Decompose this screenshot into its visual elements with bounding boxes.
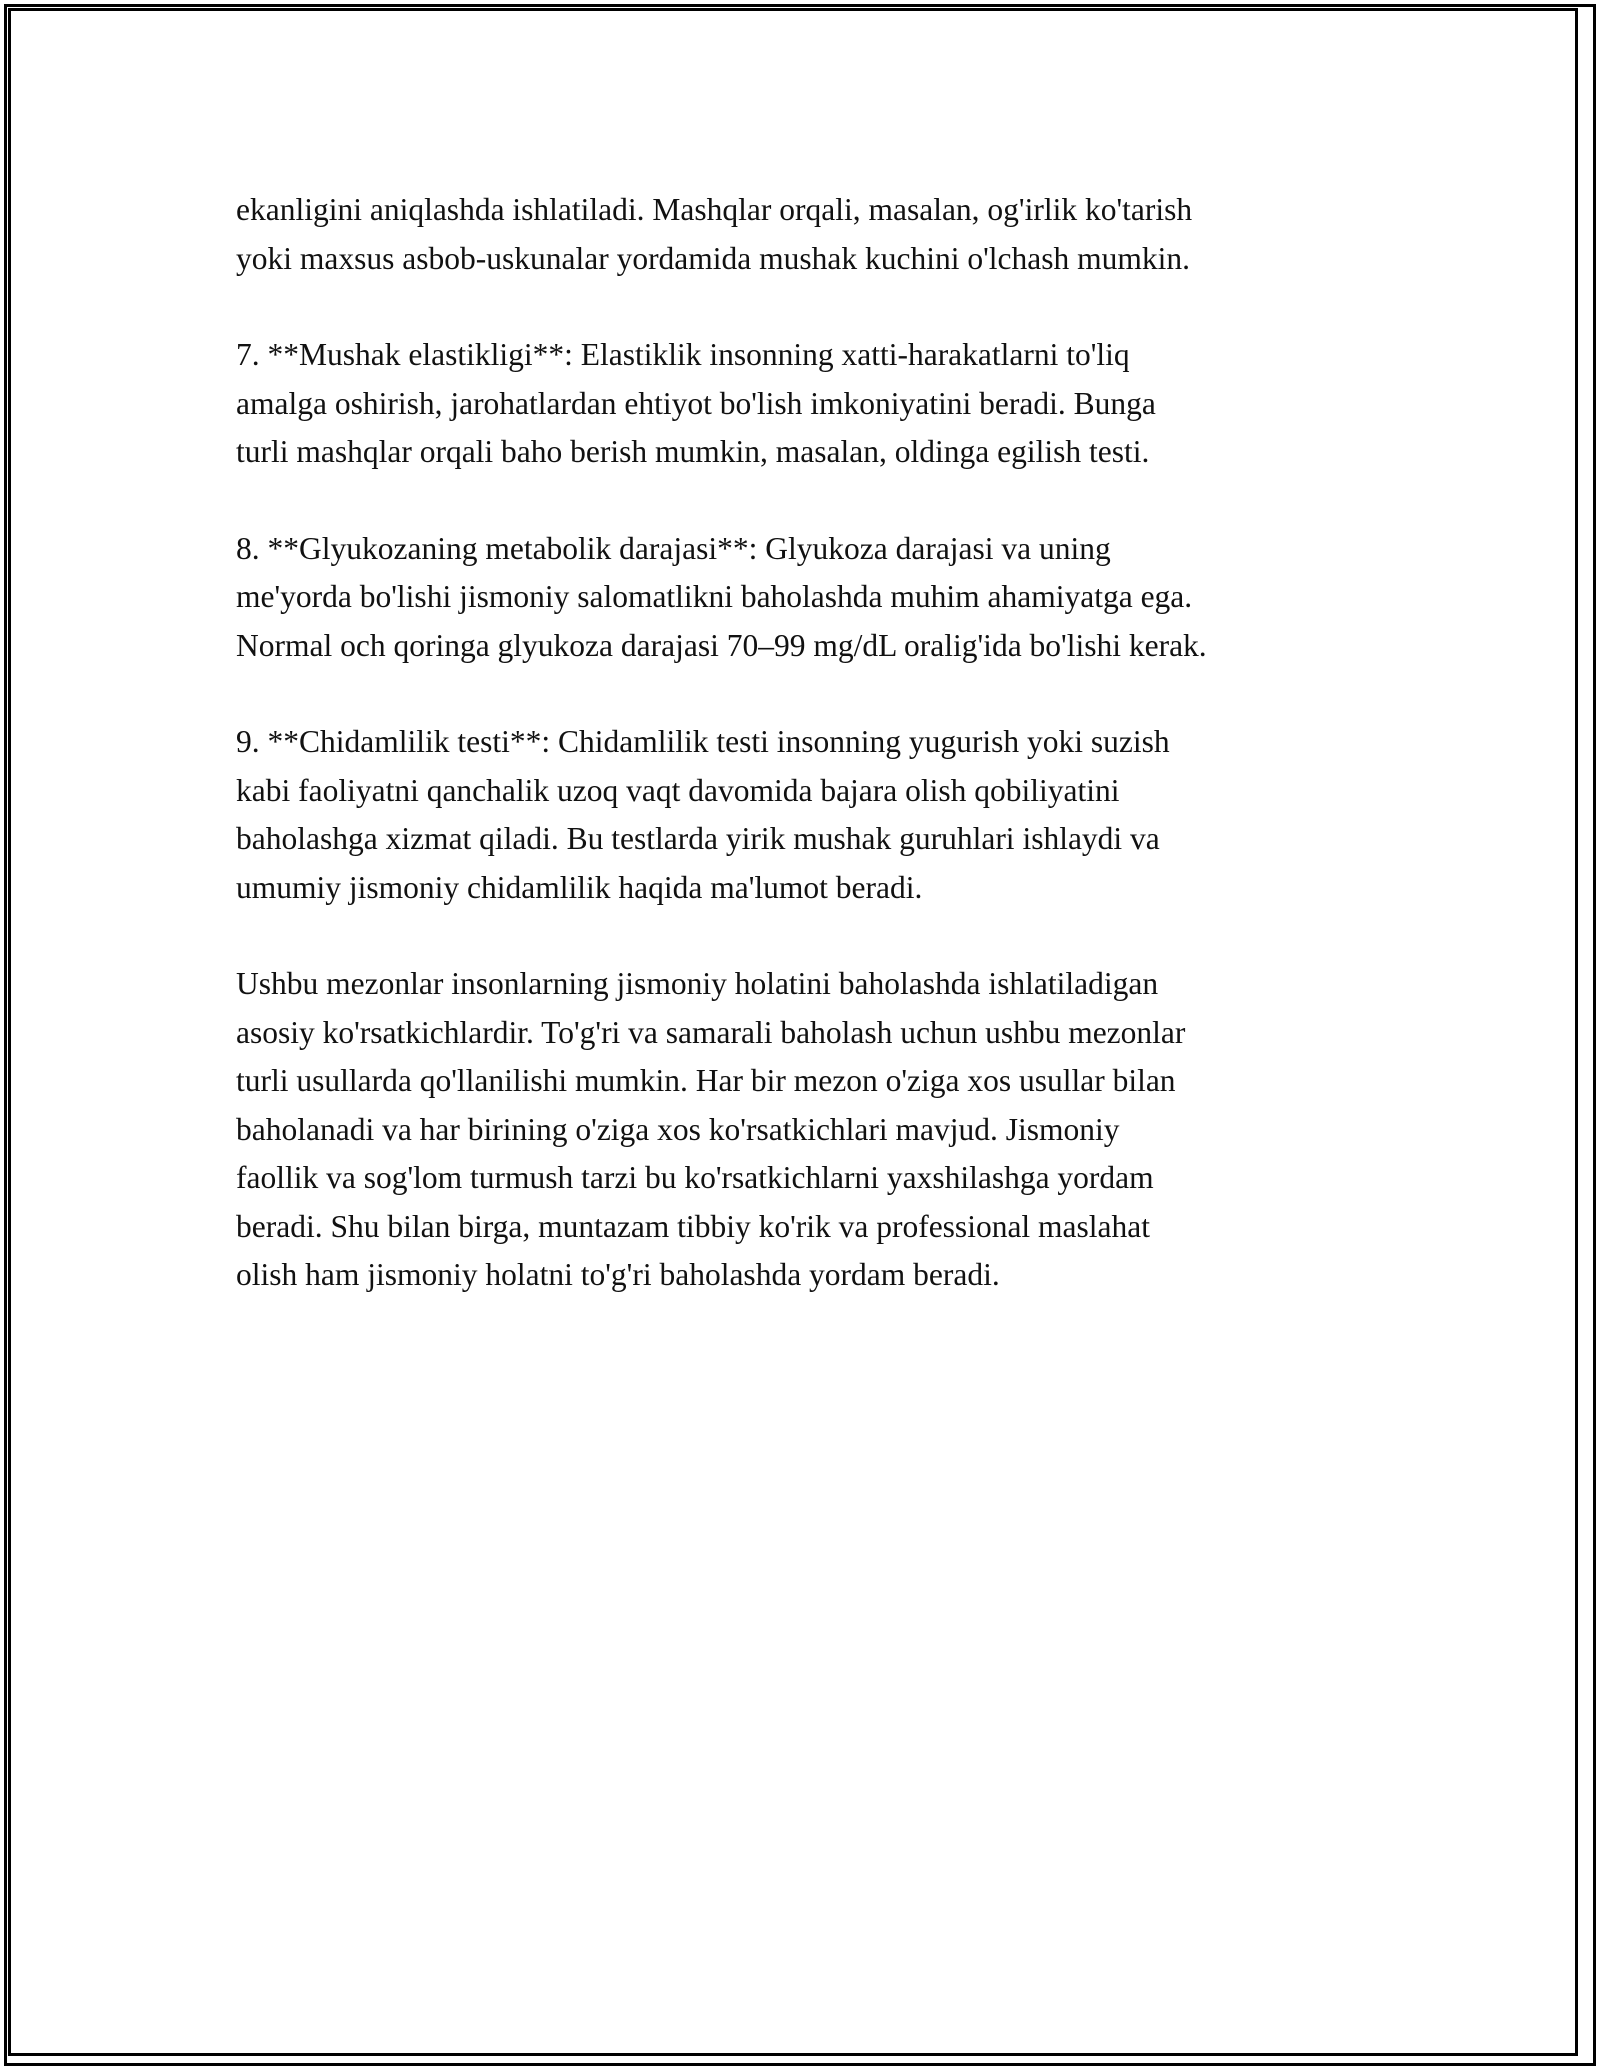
text-line: kabi faoliyatni qanchalik uzoq vaqt davomida bajara olish qobiliyatini: [236, 772, 1120, 808]
text-line: turli mashqlar orqali baho berish mumkin, masalan, oldinga egilish testi.: [236, 434, 1150, 469]
paragraph-conclusion: [236, 960, 1376, 1300]
text-line: Normal och qoringa glyukoza darajasi 70–99 mg/dL oralig'ida bo'lishi kerak.: [236, 627, 1207, 663]
text-line: baholanadi va har birining o'ziga xos ko'rsatkichlari mavjud. Jismoniy: [236, 1111, 1120, 1147]
text-line: amalga oshirish, jarohatlardan ehtiyot bo'lish imkoniyatini beradi. Bunga: [236, 385, 1156, 421]
text-line: asosiy ko'rsatkichlardir. To'g'ri va samarali baholash uchun ushbu mezonlar: [236, 1014, 1186, 1050]
text-line: faollik va sog'lom turmush tarzi bu ko'rsatkichlarni yaxshilashga yordam: [236, 1160, 1154, 1195]
text-line: beradi. Shu bilan birga, muntazam tibbiy ko'rik va professional maslahat: [236, 1208, 1151, 1244]
text-line: umumiy jismoniy chidamlilik haqida ma'lumot beradi.: [236, 869, 923, 905]
paragraph-muscle-strength-continuation: [236, 186, 1376, 283]
text-line: me'yorda bo'lishi jismoniy salomatlikni baholashda muhim ahamiyatga ega.: [236, 579, 1193, 614]
text-line: Ushbu mezonlar insonlarning jismoniy holatini baholashda ishlatiladigan: [236, 966, 1159, 1001]
text-line: 8. **Glyukozaning metabolik darajasi**: Glyukoza darajasi va uning: [236, 530, 1111, 566]
text-line: 7. **Mushak elastikligi**: Elastiklik insonning xatti-harakatlarni to'liq: [236, 337, 1130, 372]
paragraph-item-9-endurance-test: [236, 718, 1376, 912]
paragraph-item-7-muscle-elasticity: [236, 331, 1376, 477]
text-line: ekanligini aniqlashda ishlatiladi. Mashqlar orqali, masalan, og'irlik ko'tarish: [236, 192, 1193, 227]
document-body: [236, 186, 1376, 1348]
text-line: turli usullarda qo'llanilishi mumkin. Har bir mezon o'ziga xos usullar bilan: [236, 1063, 1176, 1098]
text-line: 9. **Chidamlilik testi**: Chidamlilik testi insonning yugurish yoki suzish: [236, 724, 1170, 759]
text-line: baholashga xizmat qiladi. Bu testlarda yirik mushak guruhlari ishlaydi va: [236, 821, 1160, 856]
text-line: olish ham jismoniy holatni to'g'ri baholashda yordam beradi.: [236, 1257, 1000, 1292]
text-line: yoki maxsus asbob-uskunalar yordamida mushak kuchini o'lchash mumkin.: [236, 240, 1191, 276]
paragraph-item-8-glucose-level: [236, 525, 1376, 671]
